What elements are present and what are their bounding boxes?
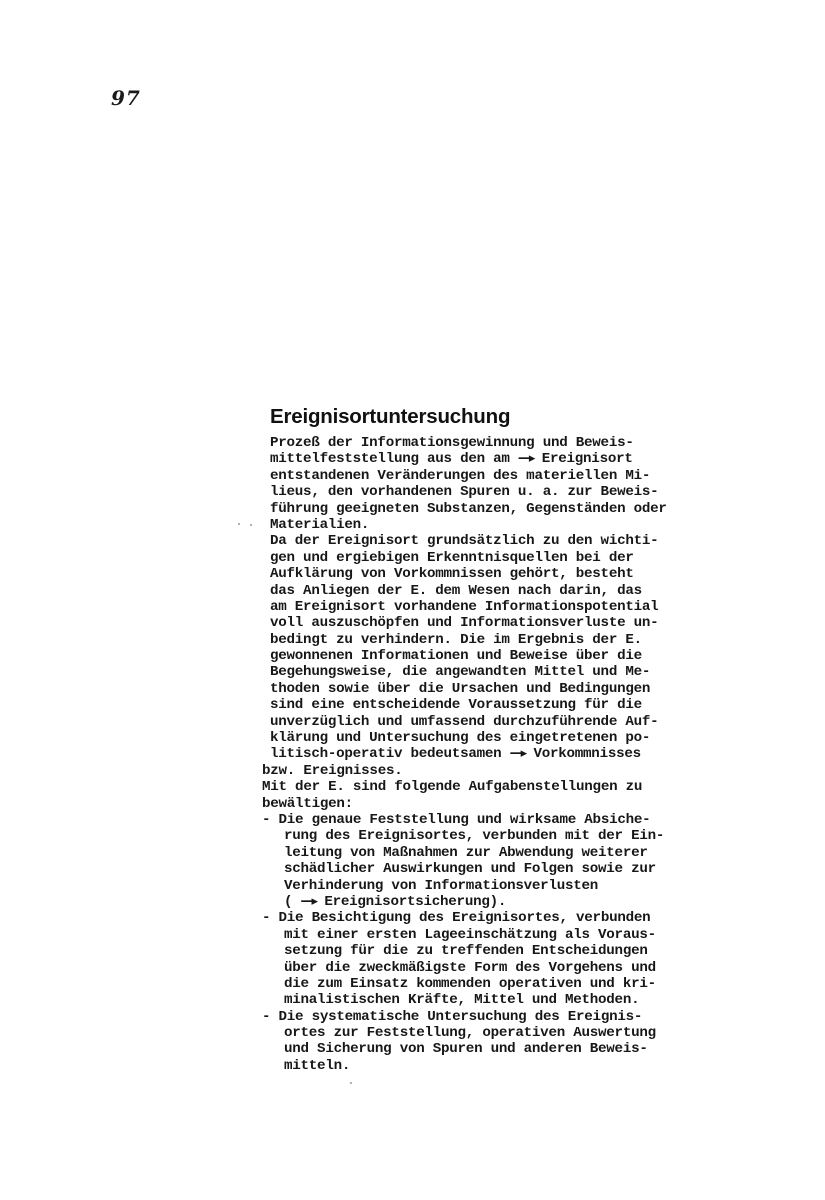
cross-reference-link[interactable]: Ereignisortsicherung). <box>324 893 507 910</box>
text-line: über die zweckmäßigste Form des Vorgehens und <box>284 959 656 976</box>
scan-speck <box>350 1082 352 1084</box>
text-line: - Die genaue Feststellung und wirksame Absiche- <box>262 811 651 828</box>
text-line: unverzüglich und umfassend durchzuführende Auf- <box>270 713 659 730</box>
page-number: 97 <box>111 86 141 110</box>
task-list-item <box>262 1009 782 1075</box>
text-line: führung geeigneten Substanzen, Gegenständen oder <box>270 500 667 517</box>
text-line: voll auszuschöpfen und Informationsverluste un- <box>270 615 659 632</box>
scan-speck <box>250 524 252 526</box>
task-list-item <box>262 812 782 910</box>
task-list-item <box>262 910 782 1008</box>
entry-title: Ereignisortuntersuchung <box>270 405 511 428</box>
entry-tasks-intro <box>262 779 782 812</box>
text-line: thoden sowie über die Ursachen und Bedingungen <box>270 680 651 697</box>
text-line: bzw. Ereignisses. <box>262 762 403 779</box>
text-line: schädlicher Auswirkungen und Folgen sowie zur <box>284 861 656 878</box>
text-line: das Anliegen der E. dem Wesen nach darin, das <box>270 582 642 599</box>
text-line: ( —▸ Ereignisortsicherung). <box>284 893 507 910</box>
text-line: Begehungsweise, die angewandten Mittel und Me- <box>270 664 651 681</box>
text-line: bedingt zu verhindern. Die im Ergebnis der E. <box>270 631 642 648</box>
entry-purpose <box>262 533 782 779</box>
text-line: bewältigen: <box>262 795 353 812</box>
text-line: entstandenen Veränderungen des materiellen Mi- <box>270 467 651 484</box>
text-line: Prozeß der Informationsgewinnung und Beweis- <box>270 435 634 451</box>
dictionary-entry <box>262 405 782 1074</box>
text-line: mit einer ersten Lageeinschätzung als Voraus- <box>284 926 656 943</box>
scan-speck <box>238 523 240 525</box>
text-line: lieus, den vorhandenen Spuren u. a. zur Beweis- <box>270 484 659 501</box>
text-line: am Ereignisort vorhandene Informationspotential <box>270 598 659 615</box>
text-line: sind eine entscheidende Voraussetzung für die <box>270 697 642 714</box>
text-line: mittelfeststellung aus den am —▸ Ereignisort <box>270 451 633 468</box>
text-line: leitung von Maßnahmen zur Abwendung weiterer <box>284 844 648 861</box>
text-line: - Die systematische Untersuchung des Ereignis- <box>262 1008 643 1025</box>
text-line: Da der Ereignisort grundsätzlich zu den wichti- <box>270 533 659 550</box>
text-line: mitteln. <box>284 1057 351 1074</box>
text-line: gen und ergiebigen Erkenntnisquellen bei der <box>270 549 634 566</box>
text-line: setzung für die zu treffenden Entscheidungen <box>284 943 648 960</box>
text-line: Verhinderung von Informationsverlusten <box>284 877 599 894</box>
cross-reference-link[interactable]: Ereignisort <box>541 451 633 468</box>
text-line: und Sicherung von Spuren und anderen Beweis- <box>284 1041 648 1058</box>
text-line: rung des Ereignisortes, verbunden mit der Ein- <box>284 828 665 845</box>
text-line: - Die Besichtigung des Ereignisortes, verbunden <box>262 910 651 927</box>
text-line: Mit der E. sind folgende Aufgabenstellungen zu <box>262 779 643 796</box>
cross-reference-arrow-icon: —▸ <box>517 451 534 467</box>
text-line: ortes zur Feststellung, operativen Auswertung <box>284 1025 656 1042</box>
cross-reference-arrow-icon: —▸ <box>509 746 526 762</box>
text-line: Aufklärung von Vorkommnissen gehört, besteht <box>270 566 634 583</box>
text-line: gewonnenen Informationen und Beweise über die <box>270 648 642 665</box>
cross-reference-link[interactable]: Vorkommnisses <box>533 746 641 763</box>
entry-definition <box>262 435 782 533</box>
cross-reference-arrow-icon: —▸ <box>300 893 317 909</box>
text-line: minalistischen Kräfte, Mittel und Methoden. <box>284 992 640 1009</box>
text-line: die zum Einsatz kommenden operativen und kri- <box>284 975 656 992</box>
text-line: litisch-operativ bedeutsamen —▸ Vorkommnisses <box>270 746 641 763</box>
text-line: Materialien. <box>270 516 370 533</box>
text-line: klärung und Untersuchung des eingetretenen po- <box>270 730 651 747</box>
